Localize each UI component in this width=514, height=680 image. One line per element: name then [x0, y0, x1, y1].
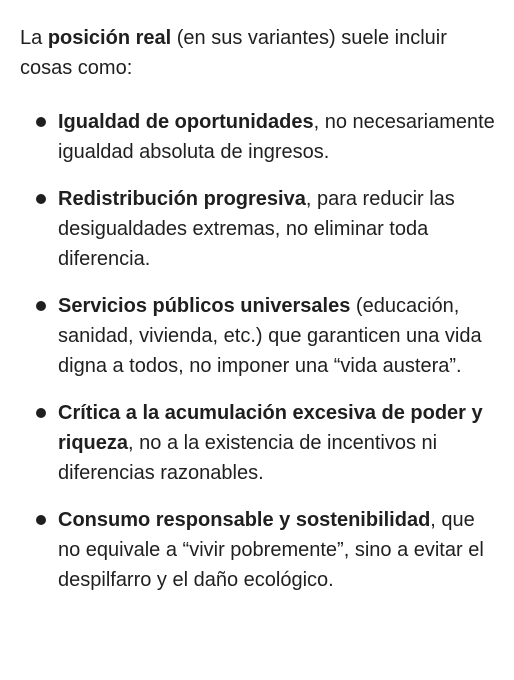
- bullet-dot-icon: [36, 194, 46, 204]
- list-item: [20, 398, 498, 488]
- list-item-bold: Igualdad de oportunidades: [58, 111, 314, 133]
- list-item-text: , para reducir las desigualdades extremas, no eliminar toda diferencia.: [58, 188, 455, 270]
- list-item-bold: Servicios públicos universales: [58, 295, 351, 317]
- intro-prefix: La: [20, 27, 48, 49]
- list-item: [20, 107, 498, 167]
- list-item-text: (educación, sanidad, vivienda, etc.) que garanticen una vida digna a todos, no imponer una “vida austera”.: [58, 295, 482, 377]
- bullet-dot-icon: [36, 515, 46, 525]
- bullet-dot-icon: [36, 117, 46, 127]
- list-item-text: , no necesariamente igualdad absoluta de ingresos.: [58, 111, 495, 163]
- list-item-text: , no a la existencia de incentivos ni diferencias razonables.: [58, 432, 438, 484]
- list-item-text: , que no equivale a “vivir pobremente”, sino a evitar el despilfarro y el daño ecológico.: [58, 509, 484, 591]
- bullet-list: [20, 107, 498, 595]
- list-item-bold: Crítica a la acumulación excesiva de poder y riqueza: [58, 402, 483, 454]
- intro-suffix: (en sus variantes) suele incluir cosas como:: [20, 27, 447, 79]
- list-item: [20, 505, 498, 595]
- intro-paragraph: [20, 23, 498, 83]
- list-item: [20, 291, 498, 381]
- bullet-dot-icon: [36, 301, 46, 311]
- bullet-dot-icon: [36, 408, 46, 418]
- list-item-bold: Consumo responsable y sostenibilidad: [58, 509, 431, 531]
- list-item: [20, 184, 498, 274]
- list-item-bold: Redistribución progresiva: [58, 188, 306, 210]
- intro-bold-term: posición real: [47, 27, 172, 49]
